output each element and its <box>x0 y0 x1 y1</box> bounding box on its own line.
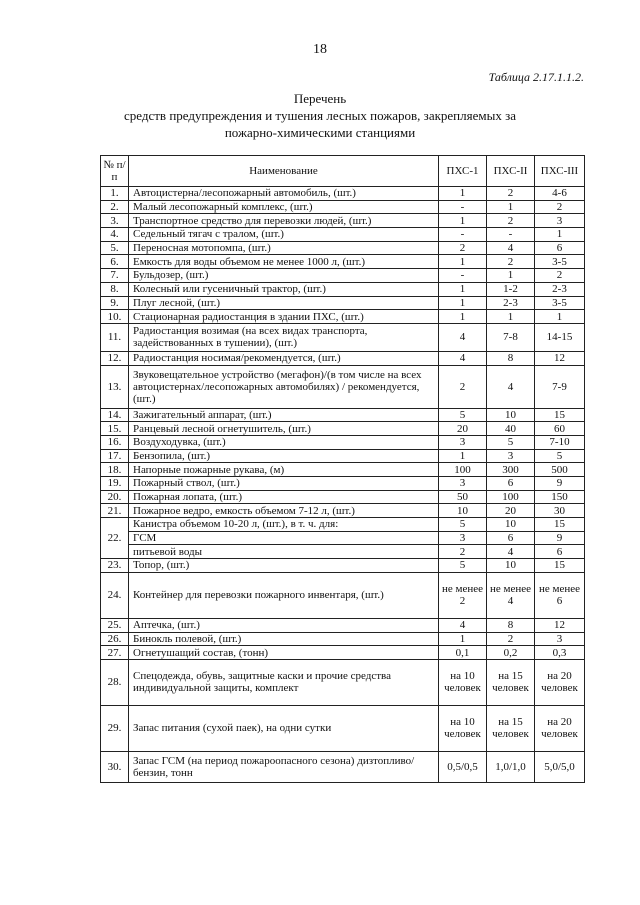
value-pxs-3: 60 <box>535 422 585 436</box>
value-pxs-2: - <box>487 228 535 242</box>
table-row <box>101 228 585 242</box>
value-pxs-3: 3-5 <box>535 255 585 269</box>
value-pxs-2: 0,2 <box>487 646 535 660</box>
value-pxs-3: на 20 человек <box>535 659 585 705</box>
item-name: Пожарное ведро, емкость объемом 7-12 л, (шт.) <box>129 504 439 518</box>
item-name: Контейнер для перевозки пожарного инвентаря, (шт.) <box>129 572 439 618</box>
item-name: Автоцистерна/лесопожарный автомобиль, (шт.) <box>129 187 439 201</box>
value-pxs-2: 2 <box>487 632 535 646</box>
item-name: Запас ГСМ (на период пожароопасного сезона) дизтопливо/бензин, тонн <box>129 751 439 782</box>
value-pxs-3: 15 <box>535 559 585 573</box>
row-number: 23. <box>101 559 129 573</box>
row-number: 30. <box>101 751 129 782</box>
value-pxs-3: 12 <box>535 618 585 632</box>
row-number: 24. <box>101 572 129 618</box>
value-pxs-3: 7-10 <box>535 435 585 449</box>
table-header-row <box>101 156 585 187</box>
table-row <box>101 255 585 269</box>
table-label: Таблица 2.17.1.1.2. <box>488 70 584 84</box>
item-name: Ранцевый лесной огнетушитель, (шт.) <box>129 422 439 436</box>
row-number: 6. <box>101 255 129 269</box>
value-pxs-1: 0,1 <box>439 646 487 660</box>
value-pxs-3: 1 <box>535 228 585 242</box>
value-pxs-1: 3 <box>439 435 487 449</box>
item-name: Зажигательный аппарат, (шт.) <box>129 408 439 422</box>
item-name: Напорные пожарные рукава, (м) <box>129 463 439 477</box>
item-name: Бинокль полевой, (шт.) <box>129 632 439 646</box>
value-pxs-1: - <box>439 228 487 242</box>
value-pxs-1: 5 <box>439 408 487 422</box>
value-pxs-3: 15 <box>535 518 585 532</box>
row-number: 1. <box>101 187 129 201</box>
item-name: Канистра объемом 10-20 л, (шт.), в т. ч. для: <box>129 518 439 532</box>
row-number: 4. <box>101 228 129 242</box>
value-pxs-2: 40 <box>487 422 535 436</box>
value-pxs-3: 3 <box>535 214 585 228</box>
value-pxs-2: 7-8 <box>487 323 535 351</box>
item-name: Емкость для воды объемом не менее 1000 л, (шт.) <box>129 255 439 269</box>
value-pxs-3: 6 <box>535 241 585 255</box>
value-pxs-3: 9 <box>535 531 585 545</box>
row-number: 10. <box>101 310 129 324</box>
value-pxs-3: 30 <box>535 504 585 518</box>
table-row <box>101 269 585 283</box>
row-number: 19. <box>101 477 129 491</box>
value-pxs-2: 4 <box>487 545 535 559</box>
table-row <box>101 572 585 618</box>
table-row <box>101 365 585 408</box>
value-pxs-2: не менее 4 <box>487 572 535 618</box>
row-number: 8. <box>101 282 129 296</box>
item-name: Седельный тягач с тралом, (шт.) <box>129 228 439 242</box>
value-pxs-2: 10 <box>487 408 535 422</box>
table-row <box>101 296 585 310</box>
value-pxs-1: 20 <box>439 422 487 436</box>
row-number: 28. <box>101 659 129 705</box>
value-pxs-2: 1 <box>487 269 535 283</box>
item-name: Плуг лесной, (шт.) <box>129 296 439 310</box>
value-pxs-1: 1 <box>439 310 487 324</box>
document-title <box>0 90 640 141</box>
table-row <box>101 408 585 422</box>
value-pxs-1: - <box>439 200 487 214</box>
header-name: Наименование <box>129 156 439 187</box>
value-pxs-3: 1 <box>535 310 585 324</box>
item-name: Малый лесопожарный комплекс, (шт.) <box>129 200 439 214</box>
item-name: питьевой воды <box>129 545 439 559</box>
value-pxs-1: 3 <box>439 531 487 545</box>
table-row <box>101 705 585 751</box>
value-pxs-2: на 15 человек <box>487 659 535 705</box>
row-number: 22. <box>101 518 129 559</box>
table-row <box>101 504 585 518</box>
value-pxs-2: 2 <box>487 214 535 228</box>
value-pxs-1: 3 <box>439 477 487 491</box>
value-pxs-2: 20 <box>487 504 535 518</box>
header-pxs-2: ПХС-II <box>487 156 535 187</box>
header-pxs-3: ПХС-III <box>535 156 585 187</box>
item-name: Радиостанция возимая (на всех видах транспорта, задействованных в тушении), (шт.) <box>129 323 439 351</box>
header-num: № п/п <box>101 156 129 187</box>
table-row <box>101 200 585 214</box>
table-row <box>101 659 585 705</box>
value-pxs-2: 5 <box>487 435 535 449</box>
table-row <box>101 751 585 782</box>
row-number: 27. <box>101 646 129 660</box>
row-number: 16. <box>101 435 129 449</box>
table-row <box>101 518 585 532</box>
row-number: 13. <box>101 365 129 408</box>
item-name: Бензопила, (шт.) <box>129 449 439 463</box>
item-name: Пожарная лопата, (шт.) <box>129 490 439 504</box>
value-pxs-2: 2-3 <box>487 296 535 310</box>
value-pxs-1: 1 <box>439 187 487 201</box>
row-number: 29. <box>101 705 129 751</box>
row-number: 5. <box>101 241 129 255</box>
value-pxs-3: 3-5 <box>535 296 585 310</box>
table-row <box>101 422 585 436</box>
table-row <box>101 214 585 228</box>
value-pxs-1: 10 <box>439 504 487 518</box>
value-pxs-3: 15 <box>535 408 585 422</box>
value-pxs-1: 100 <box>439 463 487 477</box>
value-pxs-2: 10 <box>487 559 535 573</box>
value-pxs-1: 50 <box>439 490 487 504</box>
item-name: Транспортное средство для перевозки людей, (шт.) <box>129 214 439 228</box>
table-row <box>101 187 585 201</box>
value-pxs-1: 1 <box>439 255 487 269</box>
value-pxs-2: 6 <box>487 531 535 545</box>
value-pxs-1: 0,5/0,5 <box>439 751 487 782</box>
value-pxs-1: не менее 2 <box>439 572 487 618</box>
value-pxs-1: 2 <box>439 241 487 255</box>
row-number: 21. <box>101 504 129 518</box>
item-name: Звуковещательное устройство (мегафон)/(в том числе на всех автоцистернах/лесопожарных автомобилях) / рекомендуется, (шт.) <box>129 365 439 408</box>
item-name: Радиостанция носимая/рекомендуется, (шт.) <box>129 351 439 365</box>
item-name: Бульдозер, (шт.) <box>129 269 439 283</box>
value-pxs-1: 2 <box>439 545 487 559</box>
row-number: 3. <box>101 214 129 228</box>
row-number: 7. <box>101 269 129 283</box>
row-number: 25. <box>101 618 129 632</box>
row-number: 14. <box>101 408 129 422</box>
value-pxs-2: 4 <box>487 365 535 408</box>
value-pxs-3: 9 <box>535 477 585 491</box>
value-pxs-3: 5,0/5,0 <box>535 751 585 782</box>
table-row <box>101 477 585 491</box>
value-pxs-2: 2 <box>487 187 535 201</box>
value-pxs-3: не менее 6 <box>535 572 585 618</box>
value-pxs-3: 7-9 <box>535 365 585 408</box>
page-number: 18 <box>313 42 327 57</box>
equipment-table <box>100 155 585 783</box>
value-pxs-2: на 15 человек <box>487 705 535 751</box>
value-pxs-3: 2 <box>535 200 585 214</box>
title-line: средств предупреждения и тушения лесных пожаров, закрепляемых за <box>124 108 516 123</box>
value-pxs-2: 300 <box>487 463 535 477</box>
row-number: 18. <box>101 463 129 477</box>
value-pxs-1: на 10 человек <box>439 705 487 751</box>
value-pxs-3: на 20 человек <box>535 705 585 751</box>
table-row <box>101 463 585 477</box>
value-pxs-1: на 10 человек <box>439 659 487 705</box>
value-pxs-2: 100 <box>487 490 535 504</box>
item-name: Спецодежда, обувь, защитные каски и прочие средства индивидуальной защиты, комплект <box>129 659 439 705</box>
row-number: 11. <box>101 323 129 351</box>
table-row <box>101 323 585 351</box>
value-pxs-2: 4 <box>487 241 535 255</box>
title-line: пожарно-химическими станциями <box>224 125 416 140</box>
value-pxs-1: 4 <box>439 323 487 351</box>
table-row <box>101 545 585 559</box>
value-pxs-3: 2 <box>535 269 585 283</box>
title-line: Перечень <box>293 91 347 106</box>
item-name: Топор, (шт.) <box>129 559 439 573</box>
item-name: Колесный или гусеничный трактор, (шт.) <box>129 282 439 296</box>
value-pxs-2: 10 <box>487 518 535 532</box>
value-pxs-3: 5 <box>535 449 585 463</box>
row-number: 12. <box>101 351 129 365</box>
header-pxs-1: ПХС-1 <box>439 156 487 187</box>
value-pxs-3: 6 <box>535 545 585 559</box>
item-name: Аптечка, (шт.) <box>129 618 439 632</box>
value-pxs-3: 0,3 <box>535 646 585 660</box>
table-row <box>101 241 585 255</box>
value-pxs-1: 2 <box>439 365 487 408</box>
row-number: 26. <box>101 632 129 646</box>
item-name: ГСМ <box>129 531 439 545</box>
table-row <box>101 449 585 463</box>
value-pxs-2: 1 <box>487 310 535 324</box>
item-name: Стационарная радиостанция в здании ПХС, (шт.) <box>129 310 439 324</box>
value-pxs-2: 1-2 <box>487 282 535 296</box>
value-pxs-1: 1 <box>439 282 487 296</box>
value-pxs-2: 6 <box>487 477 535 491</box>
value-pxs-3: 2-3 <box>535 282 585 296</box>
item-name: Огнетушащий состав, (тонн) <box>129 646 439 660</box>
table-row <box>101 559 585 573</box>
row-number: 9. <box>101 296 129 310</box>
table-row <box>101 351 585 365</box>
value-pxs-2: 8 <box>487 618 535 632</box>
value-pxs-1: 1 <box>439 449 487 463</box>
value-pxs-2: 1,0/1,0 <box>487 751 535 782</box>
value-pxs-2: 3 <box>487 449 535 463</box>
table-row <box>101 490 585 504</box>
row-number: 17. <box>101 449 129 463</box>
value-pxs-1: 1 <box>439 214 487 228</box>
item-name: Пожарный ствол, (шт.) <box>129 477 439 491</box>
value-pxs-1: 4 <box>439 351 487 365</box>
value-pxs-1: 5 <box>439 518 487 532</box>
table-row <box>101 646 585 660</box>
table-row <box>101 531 585 545</box>
value-pxs-3: 3 <box>535 632 585 646</box>
value-pxs-3: 150 <box>535 490 585 504</box>
value-pxs-1: 5 <box>439 559 487 573</box>
value-pxs-3: 14-15 <box>535 323 585 351</box>
table-row <box>101 310 585 324</box>
table-row <box>101 435 585 449</box>
value-pxs-3: 500 <box>535 463 585 477</box>
table-row <box>101 618 585 632</box>
row-number: 20. <box>101 490 129 504</box>
value-pxs-1: - <box>439 269 487 283</box>
value-pxs-3: 12 <box>535 351 585 365</box>
value-pxs-3: 4-6 <box>535 187 585 201</box>
item-name: Запас питания (сухой паек), на одни сутки <box>129 705 439 751</box>
row-number: 2. <box>101 200 129 214</box>
value-pxs-2: 1 <box>487 200 535 214</box>
value-pxs-1: 1 <box>439 296 487 310</box>
value-pxs-1: 1 <box>439 632 487 646</box>
table-row <box>101 632 585 646</box>
item-name: Переносная мотопомпа, (шт.) <box>129 241 439 255</box>
table-row <box>101 282 585 296</box>
value-pxs-2: 2 <box>487 255 535 269</box>
value-pxs-1: 4 <box>439 618 487 632</box>
row-number: 15. <box>101 422 129 436</box>
item-name: Воздуходувка, (шт.) <box>129 435 439 449</box>
value-pxs-2: 8 <box>487 351 535 365</box>
